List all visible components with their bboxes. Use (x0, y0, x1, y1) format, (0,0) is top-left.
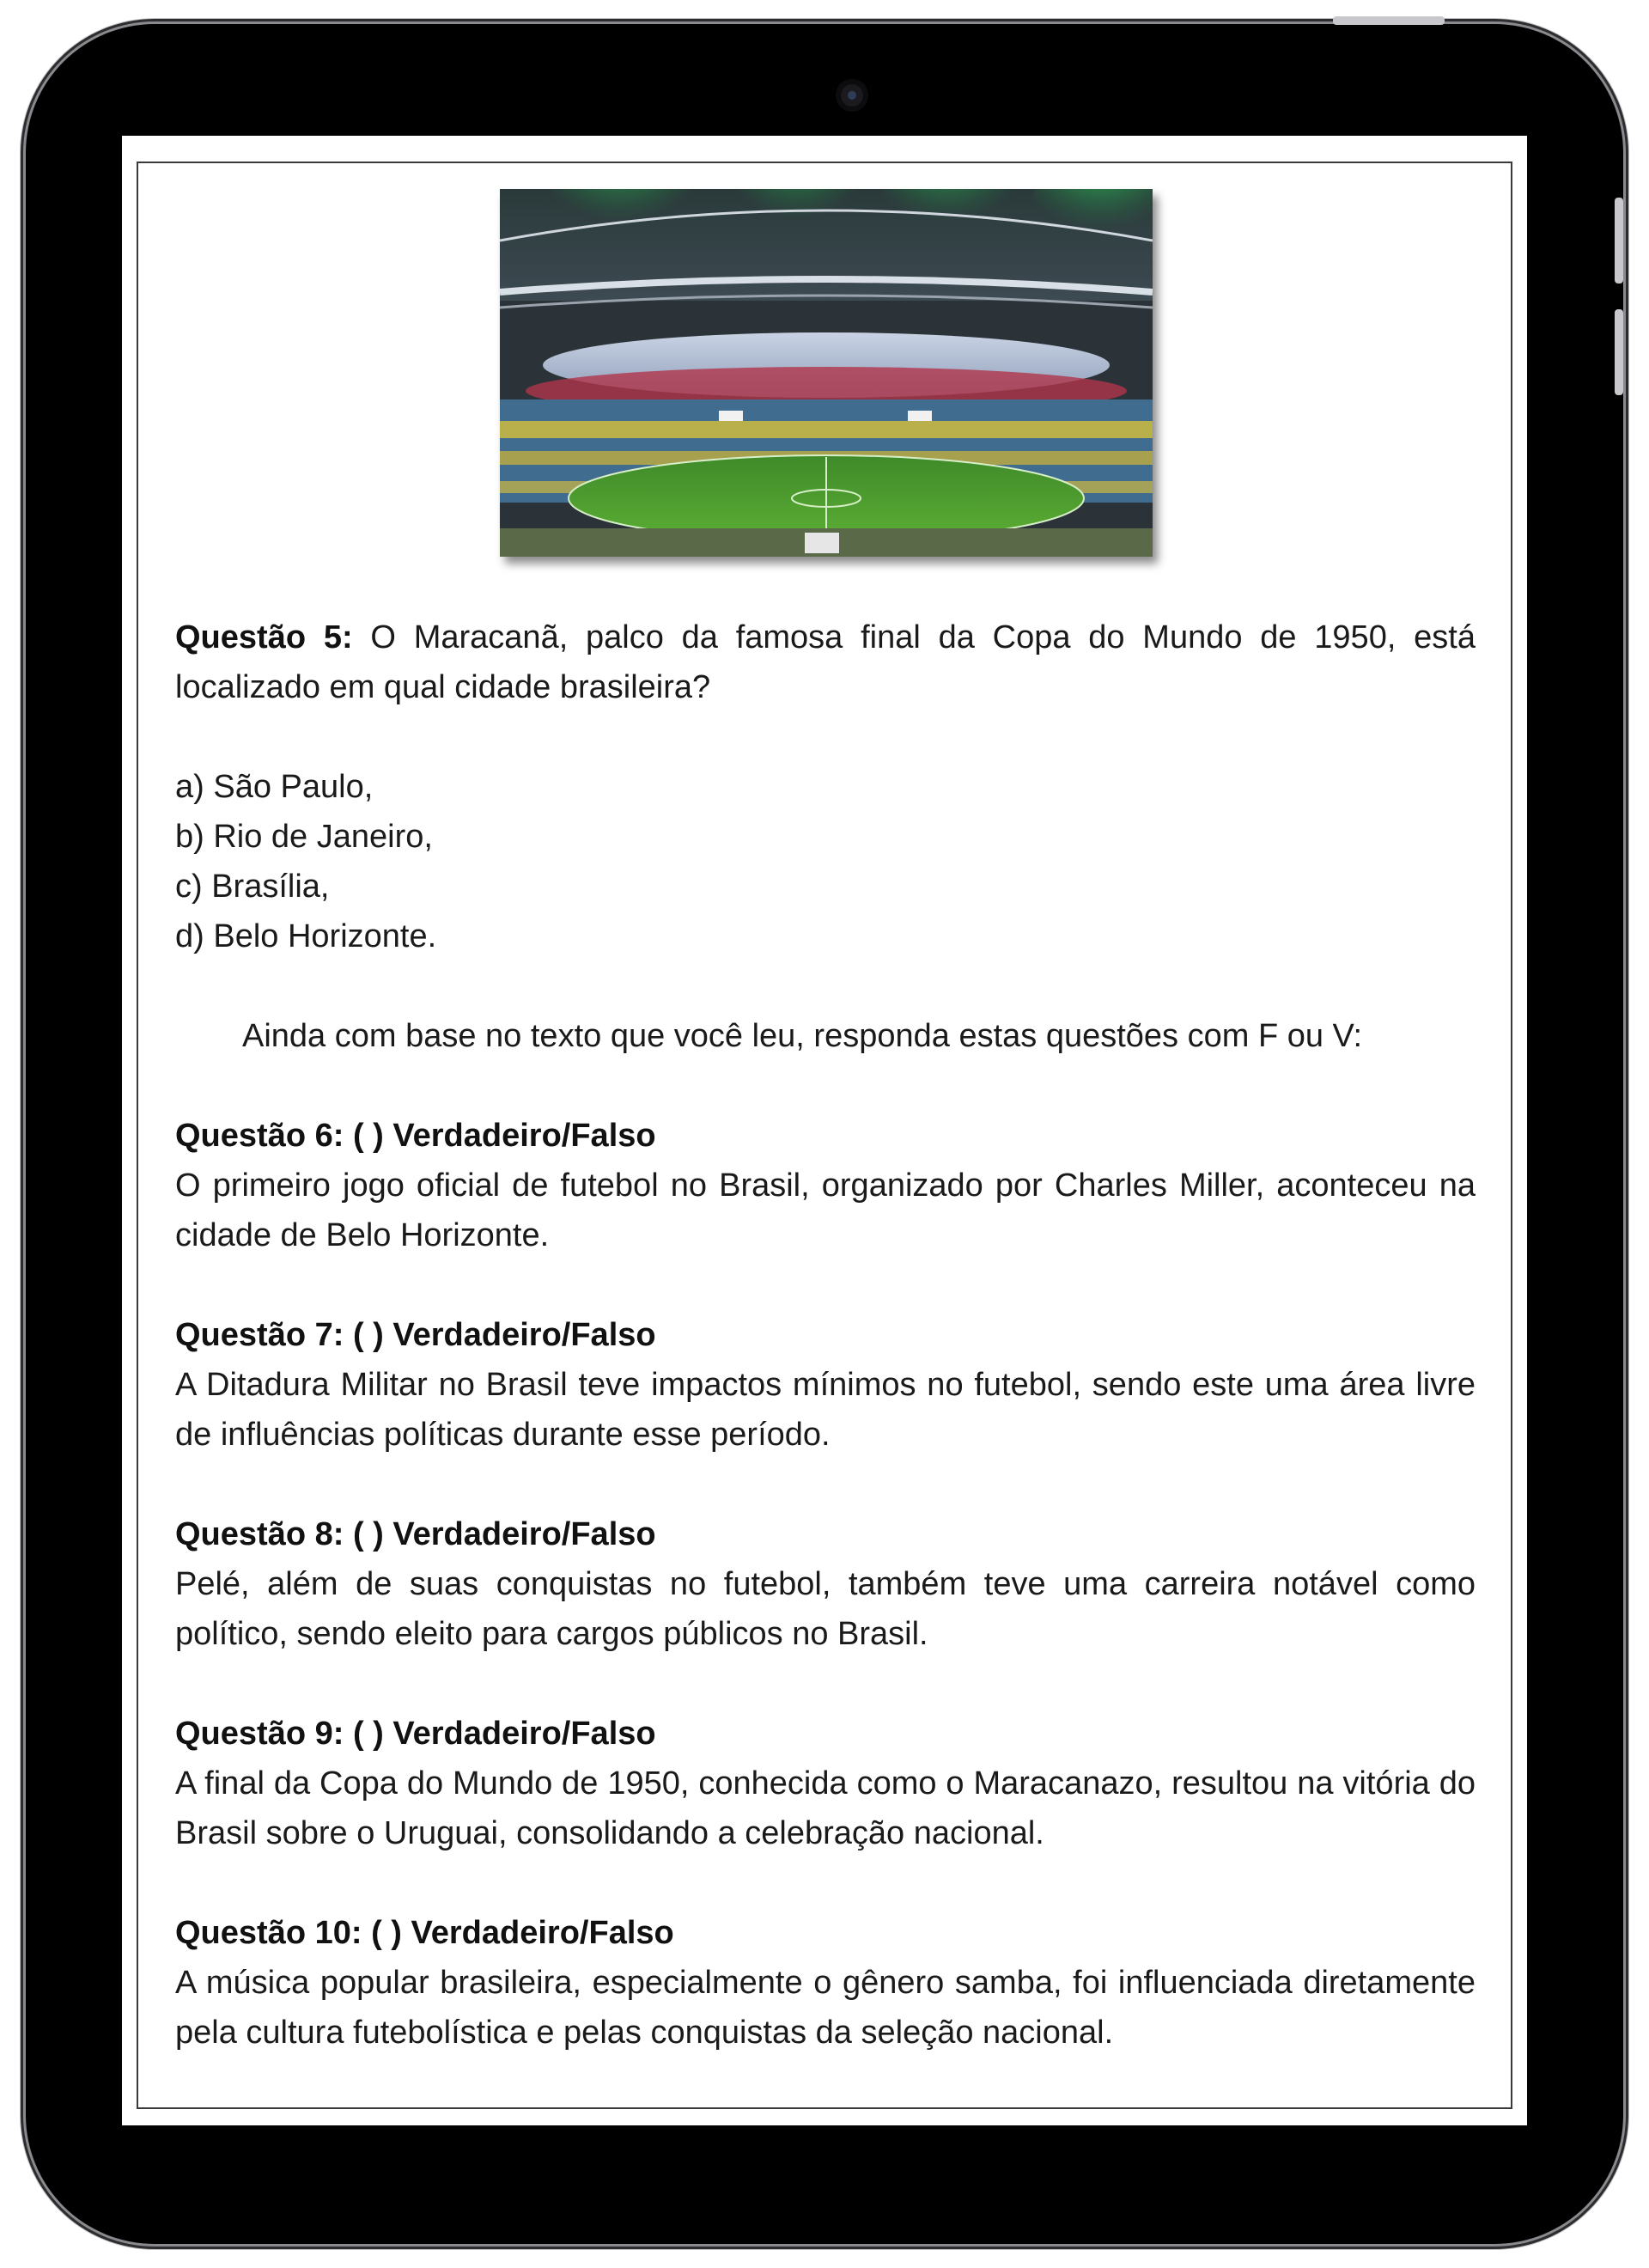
option-c[interactable]: c) Brasília, (175, 869, 330, 905)
question-6-label[interactable]: Questão 6: ( ) Verdadeiro/Falso (175, 1118, 656, 1154)
front-camera-icon (836, 79, 868, 112)
question-9-label[interactable]: Questão 9: ( ) Verdadeiro/Falso (175, 1716, 656, 1752)
question-10-text: A música popular brasileira, especialmente o gênero samba, foi influenciada diretamente pela cultura futebolística e pelas conquistas da seleção nacional. (175, 1965, 1476, 2051)
instruction-text: Ainda com base no texto que você leu, responda estas questões com F ou V: (242, 1018, 1363, 1054)
questions-content (175, 613, 1476, 2058)
volume-up-button (1615, 198, 1623, 284)
question-8-label[interactable]: Questão 8: ( ) Verdadeiro/Falso (175, 1516, 656, 1552)
question-5-label: Questão 5: (175, 619, 353, 655)
tablet-screen[interactable] (122, 136, 1527, 2125)
option-a[interactable]: a) São Paulo, (175, 769, 374, 805)
volume-down-button (1615, 309, 1623, 395)
question-5 (175, 613, 1476, 712)
question-6-text: O primeiro jogo oficial de futebol no Brasil, organizado por Charles Miller, aconteceu na cidade de Belo Horizonte. (175, 1168, 1476, 1253)
option-b[interactable]: b) Rio de Janeiro, (175, 819, 433, 855)
question-7-label[interactable]: Questão 7: ( ) Verdadeiro/Falso (175, 1317, 656, 1353)
question-5-text: O Maracanã, palco da famosa final da Copa do Mundo de 1950, está localizado em qual cidade brasileira? (175, 619, 1476, 705)
question-10-label[interactable]: Questão 10: ( ) Verdadeiro/Falso (175, 1915, 674, 1951)
question-7-text: A Ditadura Militar no Brasil teve impactos mínimos no futebol, sendo este uma área livre de influências políticas durante esse período. (175, 1367, 1476, 1453)
stadium-photo (500, 189, 1153, 557)
option-d[interactable]: d) Belo Horizonte. (175, 918, 437, 954)
question-8-text: Pelé, além de suas conquistas no futebol, também teve uma carreira notável como político, sendo eleito para cargos públicos no Brasil. (175, 1566, 1476, 1652)
power-button (1333, 16, 1445, 25)
question-9-text: A final da Copa do Mundo de 1950, conhecida como o Maracanazo, resultou na vitória do Brasil sobre o Uruguai, consolidando a celebração nacional. (175, 1765, 1476, 1851)
